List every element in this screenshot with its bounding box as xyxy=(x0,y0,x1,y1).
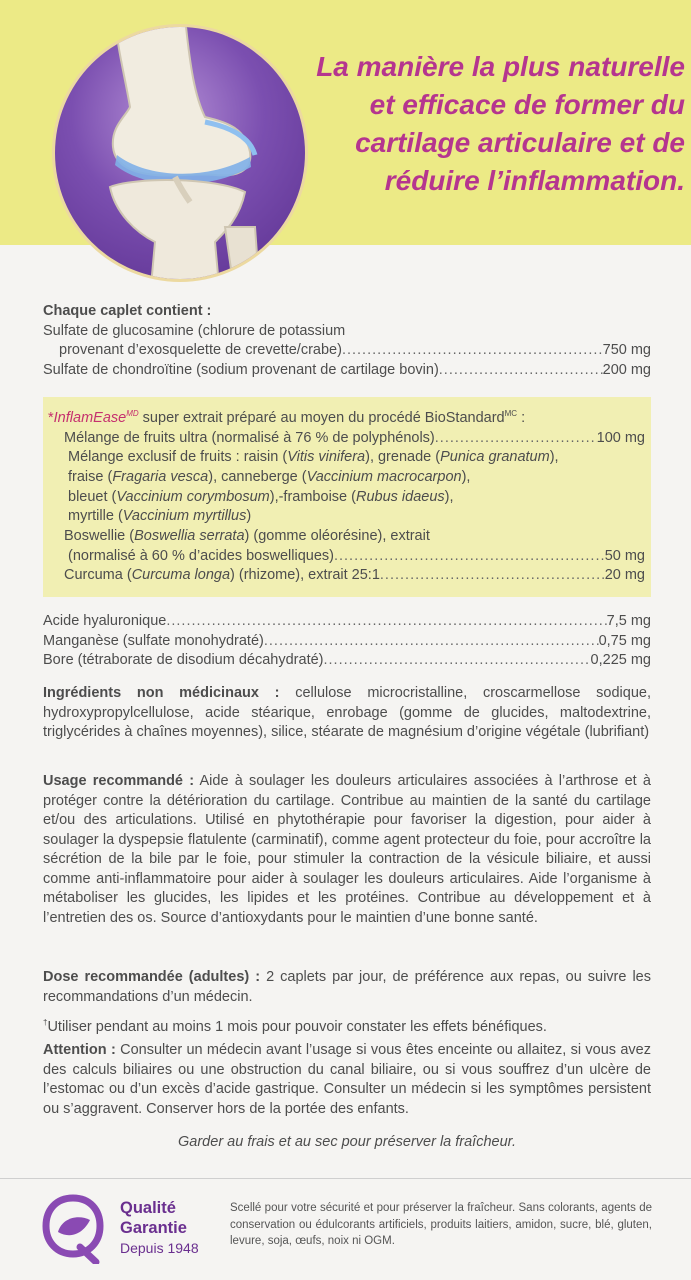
boswellie-row xyxy=(48,547,645,567)
inflamease-section xyxy=(48,404,645,586)
dose-title: Dose recommandée (adultes) : xyxy=(43,969,261,985)
attention-title: Attention : xyxy=(43,1042,116,1058)
dot-leader xyxy=(439,361,603,381)
headline-line: réduire l’inflammation. xyxy=(384,165,685,196)
logo-line-1: Qualité xyxy=(120,1199,176,1217)
glucosamine-source: provenant d’exosquelette de crevette/crabe) xyxy=(59,342,342,358)
other-ingredients xyxy=(43,612,651,671)
curcuma-row xyxy=(48,566,645,586)
dot-leader xyxy=(435,429,597,449)
brand-name: InflamEase xyxy=(53,409,127,426)
usage-section xyxy=(43,772,651,928)
note-sup: † xyxy=(43,1018,48,1027)
curcuma-label: Curcuma (Curcuma longa) (rhizome), extrait 25:1 xyxy=(64,567,380,584)
dot-leader xyxy=(334,547,605,567)
dot-leader xyxy=(342,341,603,361)
ingredient-label: Bore (tétraborate de disodium décahydraté) xyxy=(43,652,324,668)
inflamease-intro xyxy=(48,404,645,429)
non-medicinal-text: cellulose microcristalline, croscarmellose sodique, hydroxypropylcellulose, acide stéarique, enrobage (gomme de glucides, maltodextrine, triglycérides à chaînes moyennes), silice, stéarate de magnésium d’origine végétale (lubrifiant) xyxy=(43,685,651,740)
intro-text: super extrait préparé au moyen du procédé BioStandard xyxy=(138,409,505,426)
non-medicinal-title: Ingrédients non médicinaux : xyxy=(43,685,280,701)
boswellie-label: (normalisé à 60 % d’acides boswelliques) xyxy=(68,547,334,564)
storage-note: Garder au frais et au sec pour préserver la fraîcheur. xyxy=(178,1134,516,1150)
attention-text: Consulter un médecin avant l’usage si vous êtes enceinte ou allaitez, si vous avez des calculs biliaires ou une obstruction du canal biliaire, ou si vous souffrez d’un ulcère de l’estomac ou d’un excès d’acide gastrique. Consulter un médecin si les symptômes persistent ou s’aggravent. Conserver hors de la portée des enfants. xyxy=(43,1042,651,1117)
ingredient-amount: 0,225 mg xyxy=(590,652,651,668)
ingredient-label: Acide hyaluronique xyxy=(43,613,167,629)
fruits-row xyxy=(48,429,645,449)
usage-text: Aide à soulager les douleurs articulaires associées à l’arthrose et à protéger contre la détérioration du cartilage. Contribue au maintien de la santé du cartilage et/ou des articulations. Utilisé en phytothérapie pour favoriser la digestion, pour aider à soulager la dyspepsie flatulente (carminatif), comme agent protecteur du foie, pour accroître la sécrétion de la bile par le foie, pour stimuler la contraction de la vésicule biliaire, et aussi comme anti-inflammatoire pour aider à soulager les douleurs articulaires. Aide l’organisme à métaboliser les glucides, les lipides et les protéines. Contribue au développement et à l’entretien des os. Source d’antioxydants pour le maintien d’une bonne santé. xyxy=(43,773,651,926)
intro-sup: MC xyxy=(504,409,518,418)
headline-line: cartilage articulaire et de xyxy=(355,127,685,158)
attention-section xyxy=(43,1041,651,1119)
headline-line: La manière la plus naturelle xyxy=(316,51,685,82)
fruits-amount: 100 mg xyxy=(596,429,645,446)
sealed-statement: Scellé pour votre sécurité et pour préserver la fraîcheur. Sans colorants, agents de conservation ou édulcorants artificiels, produits laitiers, amidon, sucre, blé, gluten, levure, soja, œufs, noix ni OGM. xyxy=(230,1202,652,1247)
ingredient-amount: 7,5 mg xyxy=(606,613,651,629)
contents-title: Chaque caplet contient : xyxy=(43,303,212,319)
ingredient-row xyxy=(43,632,651,652)
dose-section xyxy=(43,968,651,1007)
dot-leader xyxy=(264,632,599,652)
boswellie-amount: 50 mg xyxy=(604,547,645,564)
ingredient-amount: 0,75 mg xyxy=(598,632,651,649)
chondroitine-amount: 200 mg xyxy=(602,361,651,378)
inflamease-brand xyxy=(54,410,139,426)
dose-note xyxy=(43,1013,651,1037)
exclusive-line: Mélange exclusif de fruits : raisin (Vitis vinifera), grenade (Punica granatum), xyxy=(68,449,559,466)
q-leaf-icon xyxy=(40,1192,106,1264)
headline xyxy=(300,48,685,200)
knee-joint-image xyxy=(55,27,308,282)
quality-logo xyxy=(40,1192,210,1267)
exclusive-line: myrtille (Vaccinium myrtillus) xyxy=(68,508,252,525)
logo-line-2: Garantie xyxy=(120,1219,187,1237)
exclusive-line: bleuet (Vaccinium corymbosum),-framboise (Rubus idaeus), xyxy=(68,488,454,505)
ingredient-label: Manganèse (sulfate monohydraté) xyxy=(43,632,264,649)
dot-leader xyxy=(324,651,591,671)
non-medicinal-section xyxy=(43,684,651,743)
fruits-label: Mélange de fruits ultra (normalisé à 76 % de polyphénols) xyxy=(64,429,435,446)
logo-line-3: Depuis 1948 xyxy=(120,1240,199,1256)
boswellie-line: Boswellie (Boswellia serrata) (gomme oléorésine), extrait xyxy=(64,528,430,545)
dose-text: 2 caplets par jour, de préférence aux repas, ou suivre les recommandations d’un médecin. xyxy=(43,969,651,1005)
dot-leader xyxy=(380,566,605,586)
asterisk: * xyxy=(48,409,54,426)
glucosamine-row xyxy=(43,341,651,361)
intro-end: : xyxy=(517,409,526,426)
note-text: Utiliser pendant au moins 1 mois pour pouvoir constater les effets bénéfiques. xyxy=(47,1018,547,1035)
divider xyxy=(0,1178,691,1179)
headline-line: et efficace de former du xyxy=(369,89,685,120)
contents-section xyxy=(43,302,651,380)
chondroitine-row xyxy=(43,361,651,381)
chondroitine-label: Sulfate de chondroïtine (sodium provenant de cartilage bovin) xyxy=(43,361,439,378)
usage-title: Usage recommandé : xyxy=(43,773,195,789)
dot-leader xyxy=(166,612,606,632)
curcuma-amount: 20 mg xyxy=(604,567,645,584)
brand-sup: MD xyxy=(126,409,139,418)
exclusive-line: fraise (Fragaria vesca), canneberge (Vaccinium macrocarpon), xyxy=(68,468,471,485)
ingredient-row xyxy=(43,612,651,632)
ingredient-row xyxy=(43,651,651,671)
glucosamine-amount: 750 mg xyxy=(602,342,651,358)
glucosamine-line: Sulfate de glucosamine (chlorure de potassium xyxy=(43,322,346,339)
knee-joint-illustration xyxy=(52,24,308,282)
